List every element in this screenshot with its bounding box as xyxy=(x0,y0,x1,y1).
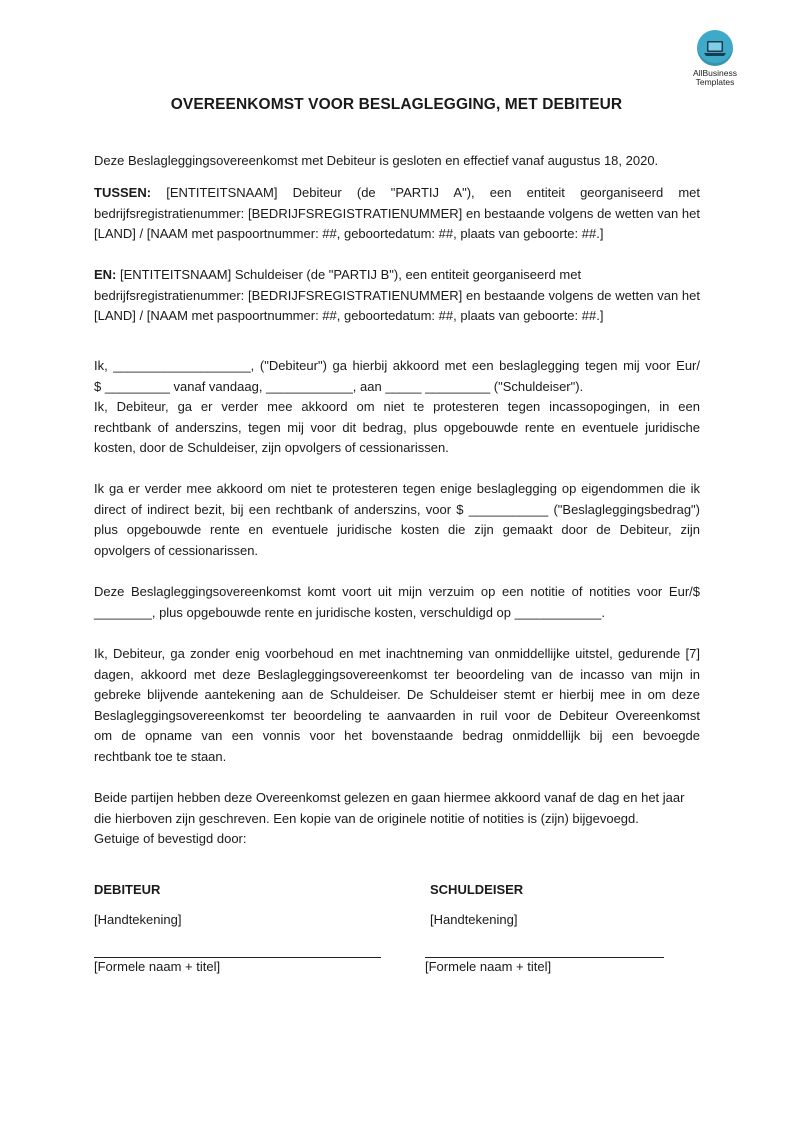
clause-2-line-3: plus opgebouwde rente en eventuele juridische kosten die zijn gemaakt door de Debiteur, zijn xyxy=(94,522,700,537)
intro-paragraph xyxy=(94,151,700,172)
clause-1-line-5: kosten, door de Schuldeiser, zijn opvolgers of cessionarissen. xyxy=(94,440,449,455)
clause-1-paragraph xyxy=(94,356,700,459)
creditor-signature-heading: SCHULDEISER xyxy=(430,882,524,897)
party-a-line-3: [LAND] / [NAAM met paspoortnummer: ##, geboortedatum: ##, plaats van geboorte: ##.] xyxy=(94,226,604,241)
clause-2-line-2: direct of indirect bezit, bij een rechtbank of anderszins, voor $ ___________ ("Beslagleggingsbedrag") xyxy=(94,501,700,517)
clause-2-line-1: Ik ga er verder mee akkoord om niet te protesteren tegen enige beslaglegging op eigendommen die ik xyxy=(94,481,700,496)
creditor-name-title: [Formele naam + titel] xyxy=(425,959,552,974)
clause-3-line-1: Deze Beslagleggingsovereenkomst komt voort uit mijn verzuim op een notitie of notities voor Eur/$ xyxy=(94,584,700,599)
clause-4-paragraph xyxy=(94,644,700,767)
clause-4-line-6: rechtbank toe te staan. xyxy=(94,748,227,764)
clause-3-line-2: ________, plus opgebouwde rente en juridische kosten, verschuldigd op ____________. xyxy=(94,604,605,620)
debtor-signature-line xyxy=(94,957,381,958)
clause-1-line-3: Ik, Debiteur, ga er verder mee akkoord om niet te protesteren tegen incassopogingen, in een xyxy=(94,399,700,414)
creditor-signature-line xyxy=(425,957,664,958)
debtor-signature-placeholder: [Handtekening] xyxy=(94,912,182,927)
clause-4-line-5: om de opname van een vonnis voor het bovenstaande bedrag onmiddellijk bij een bevoegde xyxy=(94,728,700,743)
party-b-line-1 xyxy=(94,265,700,286)
clause-3-paragraph xyxy=(94,582,700,623)
party-b-line-2: bedrijfsregistratienummer: [BEDRIJFSREGISTRATIENUMMER] en bestaande volgens de wetten van het xyxy=(94,287,700,303)
clause-4-line-2: dagen, akkoord met deze Beslagleggingsovereenkomst ter beoordeling van de incasso van mijn in xyxy=(94,666,700,682)
clause-5-line-2: die hierboven zijn geschreven. Een kopie van de originele notitie of notities is (zijn) bijgevoegd. xyxy=(94,810,639,826)
clause-4-line-1: Ik, Debiteur, ga zonder enig voorbehoud en met inachtneming van onmiddellijke uitstel, gedurende [7] xyxy=(94,646,700,661)
clause-4-line-3: gebreke blijvende aantekening aan de Schuldeiser. De Schuldeiser stemt er hierbij mee in om deze xyxy=(94,687,700,702)
debtor-signature-heading: DEBITEUR xyxy=(94,882,161,897)
party-b-line-3: [LAND] / [NAAM met paspoortnummer: ##, geboortedatum: ##, plaats van geboorte: ##.] xyxy=(94,308,604,323)
clause-5-paragraph xyxy=(94,788,700,850)
brand-logo xyxy=(684,30,746,87)
intro-text: Deze Beslagleggingsovereenkomst met Debiteur is gesloten en effectief vanaf augustus 18, 2020. xyxy=(94,153,659,168)
creditor-signature-placeholder: [Handtekening] xyxy=(430,912,518,927)
party-b-text-1: [ENTITEITSNAAM] Schuldeiser (de "PARTIJ B"), een entiteit georganiseerd met xyxy=(120,267,582,282)
document-title: OVEREENKOMST VOOR BESLAGLEGGING, MET DEBITEUR xyxy=(170,96,623,113)
laptop-icon xyxy=(697,30,733,66)
party-a-line-2: bedrijfsregistratienummer: [BEDRIJFSREGISTRATIENUMMER] en bestaande volgens de wetten van het xyxy=(94,205,700,221)
party-a-text-1: [ENTITEITSNAAM] Debiteur (de "PARTIJ A"), een entiteit georganiseerd met xyxy=(166,185,700,200)
clause-2-paragraph xyxy=(94,479,700,561)
logo-text-line1: AllBusiness xyxy=(693,68,737,78)
clause-1-line-1: Ik, ___________________, ("Debiteur") ga hierbij akkoord met een beslaglegging tegen mij voor Eur/ xyxy=(94,358,700,373)
clause-5-line-1: Beide partijen hebben deze Overeenkomst gelezen en gaan hiermee akkoord vanaf de dag en het jaar xyxy=(94,790,685,805)
party-b-paragraph xyxy=(94,265,700,327)
clause-2-line-4: opvolgers of cessionarissen. xyxy=(94,542,259,558)
party-a-paragraph xyxy=(94,183,700,245)
party-a-label: TUSSEN: xyxy=(94,185,152,200)
debtor-name-title: [Formele naam + titel] xyxy=(94,959,221,974)
clause-1-line-4: rechtbank of anderszins, tegen mij voor dit bedrag, plus opgebouwde rente en eventuele juridische xyxy=(94,419,700,435)
clause-5-line-3: Getuige of bevestigd door: xyxy=(94,831,247,846)
party-a-line-1 xyxy=(94,183,700,204)
logo-text-line2: Templates xyxy=(695,77,735,87)
clause-1-line-2: $ _________ vanaf vandaag, ____________, aan _____ _________ ("Schuldeiser"). xyxy=(94,378,584,394)
clause-4-line-4: Beslagleggingsovereenkomst ter beoordeling te aanvaarden in ruil voor de Debiteur Overeenkomst xyxy=(94,707,700,723)
party-b-label: EN: xyxy=(94,267,117,282)
